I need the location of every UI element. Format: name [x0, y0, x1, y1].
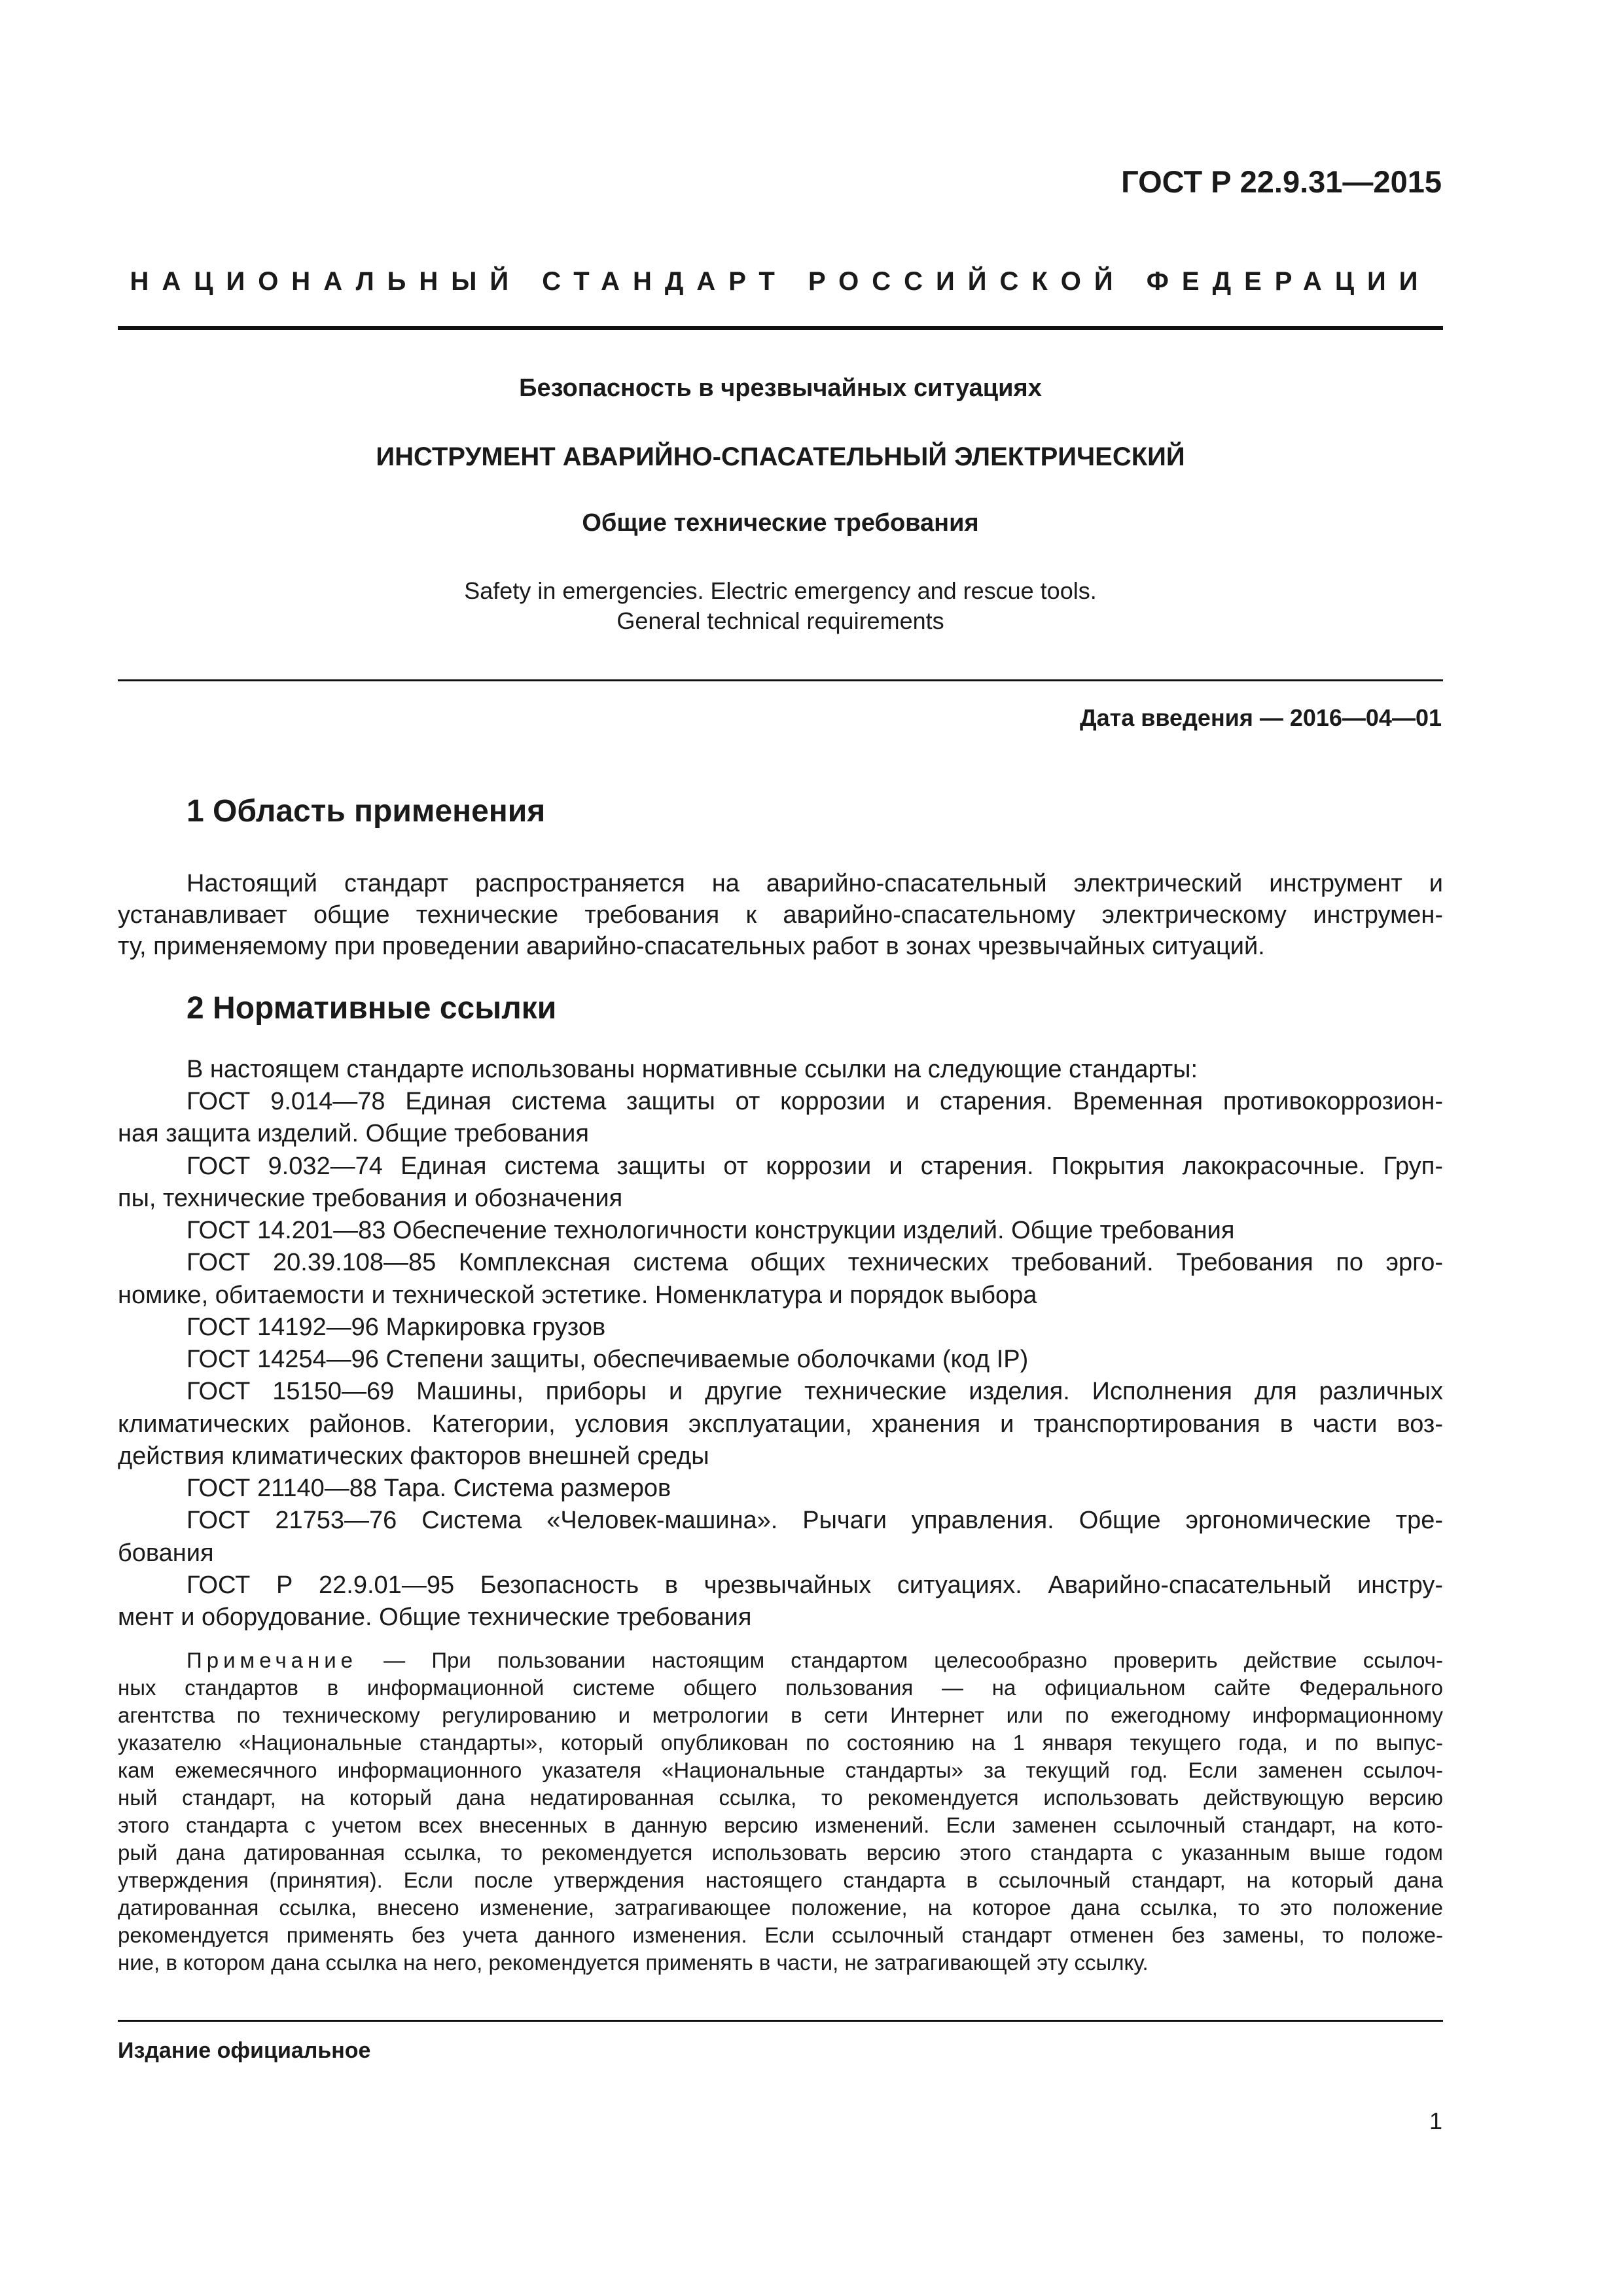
- note-text-line: ный стандарт, на который дана недатированная ссылка, то рекомендуется использовать действующую версию: [118, 1785, 1443, 1810]
- note-text-line: указателю «Национальные стандарты», который опубликован по состоянию на 1 января текущего года, и по выпус-: [118, 1731, 1443, 1755]
- reference-line: ная защита изделий. Общие требования: [118, 1120, 589, 1147]
- footer-divider: [118, 2020, 1443, 2022]
- header-divider: [118, 326, 1443, 330]
- reference-line: ГОСТ 15150—69 Машины, приборы и другие технические изделия. Исполнения для различных: [187, 1378, 1443, 1405]
- reference-line: ГОСТ 21753—76 Система «Человек-машина». Рычаги управления. Общие эргономические тре-: [187, 1507, 1443, 1534]
- section-heading-references: 2 Нормативные ссылки: [187, 991, 557, 1026]
- scope-text-line: Настоящий стандарт распространяется на аварийно-спасательный электрический инструмент и: [187, 870, 1443, 897]
- reference-line: номике, обитаемости и технической эстетике. Номенклатура и порядок выбора: [118, 1282, 1037, 1309]
- reference-line: пы, технические требования и обозначения: [118, 1185, 623, 1212]
- national-standard-banner: НАЦИОНАЛЬНЫЙ СТАНДАРТ РОССИЙСКОЙ ФЕДЕРАЦИИ: [130, 267, 1431, 296]
- official-edition-label: Издание официальное: [118, 2038, 371, 2063]
- reference-line: ГОСТ 21140—88 Тара. Система размеров: [187, 1475, 671, 1502]
- title-divider: [118, 679, 1443, 681]
- reference-line: ГОСТ 9.032—74 Единая система защиты от коррозии и старения. Покрытия лакокрасочные. Груп-: [187, 1153, 1443, 1180]
- note-text-line: рый дана датированная ссылка, то рекомендуется использовать версию этого стандарта с указанным выше годом: [118, 1840, 1443, 1865]
- section-heading-scope: 1 Область применения: [187, 794, 546, 829]
- reference-line: ГОСТ 14.201—83 Обеспечение технологичности конструкции изделий. Общие требования: [187, 1217, 1235, 1244]
- note-text-line: ние, в котором дана ссылка на него, рекомендуется применять в части, не затрагивающей эту ссылку.: [118, 1950, 1149, 1975]
- page-number: 1: [1429, 2108, 1442, 2134]
- note-text-line: этого стандарта с учетом всех внесенных в данную версию изменений. Если заменен ссылочный стандарт, на кото-: [118, 1813, 1443, 1837]
- note-text-line: утверждения (принятия). Если после утверждения настоящего стандарта в ссылочный стандарт, на который дана: [118, 1868, 1443, 1892]
- english-title-line: General technical requirements: [616, 607, 944, 634]
- reference-line: ГОСТ 14254—96 Степени защиты, обеспечиваемые оболочками (код IP): [187, 1346, 1029, 1373]
- note-text-line: агентства по техническому регулированию и метрологии в сети Интернет или по ежегодному информационному: [118, 1703, 1443, 1727]
- reference-line: бования: [118, 1539, 214, 1567]
- reference-line: действия климатических факторов внешней среды: [118, 1443, 709, 1470]
- english-title-line: Safety in emergencies. Electric emergency and rescue tools.: [464, 577, 1097, 604]
- reference-line: ГОСТ 20.39.108—85 Комплексная система общих технических требований. Требования по эрго-: [187, 1249, 1443, 1276]
- introduction-date: Дата введения — 2016—04—01: [1079, 704, 1442, 731]
- document-title: ИНСТРУМЕНТ АВАРИЙНО-СПАСАТЕЛЬНЫЙ ЭЛЕКТРИЧЕСКИЙ: [376, 442, 1185, 471]
- reference-line: мент и оборудование. Общие технические требования: [118, 1604, 752, 1631]
- note-text-line: [187, 1647, 1443, 1674]
- document-subtitle: Общие технические требования: [582, 509, 979, 537]
- note-text-line: ных стандартов в информационной системе общего пользования — на официальном сайте Федерального: [118, 1676, 1443, 1700]
- scope-text-line: устанавливает общие технические требования к аварийно-спасательному электрическому инструмен-: [118, 901, 1443, 929]
- note-text-line: кам ежемесячного информационного указателя «Национальные стандарты» за текущий год. Если заменен ссылоч-: [118, 1758, 1443, 1782]
- note-text-line: рекомендуется применять без учета данного изменения. Если ссылочный стандарт отменен без замены, то положе-: [118, 1923, 1443, 1947]
- reference-line: ГОСТ 9.014—78 Единая система защиты от коррозии и старения. Временная противокоррозион-: [187, 1088, 1443, 1115]
- reference-line: ГОСТ 14192—96 Маркировка грузов: [187, 1314, 606, 1341]
- scope-text-line: ту, применяемому при проведении аварийно-спасательных работ в зонах чрезвычайных ситуаций.: [118, 933, 1265, 960]
- note-label: Примечание: [187, 1648, 358, 1672]
- reference-line: климатических районов. Категории, условия эксплуатации, хранения и транспортирования в части воз-: [118, 1410, 1443, 1438]
- document-subject: Безопасность в чрезвычайных ситуациях: [519, 374, 1042, 402]
- document-number: ГОСТ Р 22.9.31—2015: [1121, 164, 1442, 199]
- reference-line: ГОСТ Р 22.9.01—95 Безопасность в чрезвычайных ситуациях. Аварийно-спасательный инстру-: [187, 1571, 1443, 1599]
- references-intro-line: В настоящем стандарте использованы нормативные ссылки на следующие стандарты:: [187, 1056, 1198, 1083]
- note-first-line-text: — При пользовании настоящим стандартом целесообразно проверить действие ссылоч-: [357, 1648, 1443, 1672]
- note-text-line: датированная ссылка, внесено изменение, затрагивающее положение, на которое дана ссылка, то это положение: [118, 1895, 1443, 1920]
